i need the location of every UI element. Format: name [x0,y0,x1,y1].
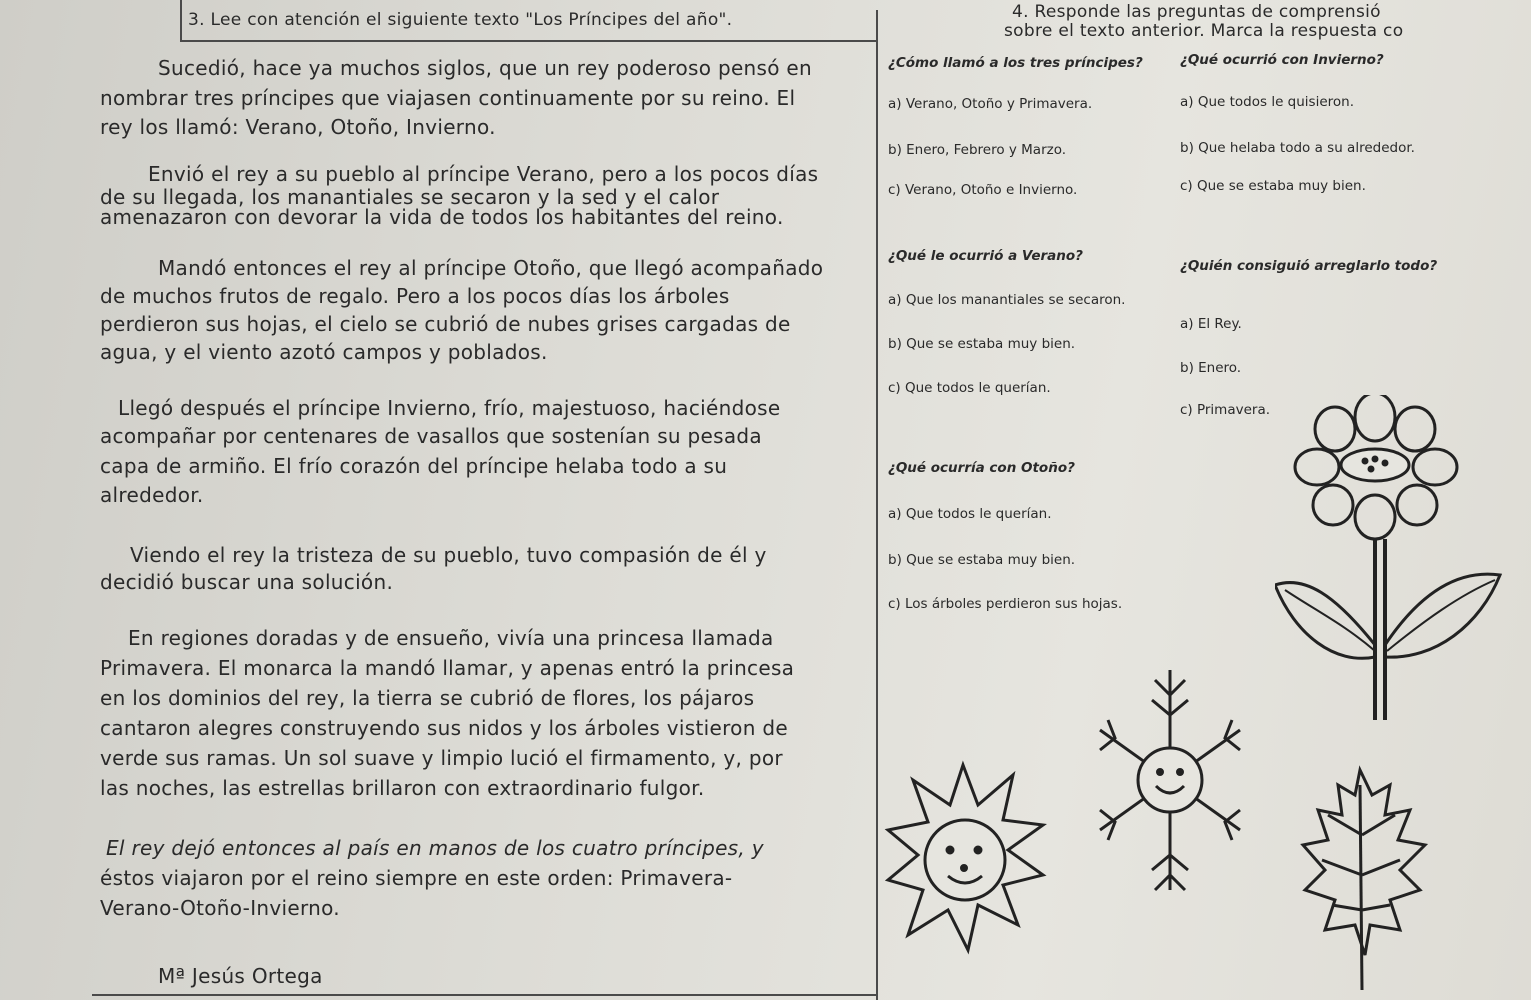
q3-option-a[interactable]: a) Que los manantiales se secaron. [888,292,1126,308]
story-line-16: decidió buscar una solución. [100,570,394,594]
q2-option-c[interactable]: c) Que se estaba muy bien. [1180,178,1366,194]
story-line-1: Sucedió, hace ya muchos siglos, que un rey poderoso pensó en [158,56,813,80]
story-line-3: rey los llamó: Verano, Otoño, Invierno. [100,115,496,139]
sun-drawing-icon [878,750,1053,1000]
story-line-19: en los dominios del rey, la tierra se cubrió de flores, los pájaros [100,686,755,710]
story-line-10: agua, y el viento azotó campos y poblados. [100,340,548,364]
q2-option-a[interactable]: a) Que todos le quisieron. [1180,94,1354,110]
exercise-4-title-line-2: sobre el texto anterior. Marca la respuesta co [1004,21,1404,41]
story-line-22: las noches, las estrellas brillaron con extraordinario fulgor. [100,776,705,800]
q4-option-a[interactable]: a) El Rey. [1180,316,1242,332]
story-line-17: En regiones doradas y de ensueño, vivía una princesa llamada [128,626,774,650]
bottom-border [92,994,878,996]
q2-option-b[interactable]: b) Que helaba todo a su alrededor. [1180,140,1415,156]
story-line-23: El rey dejó entonces al país en manos de los cuatro príncipes, y [106,836,764,860]
story-line-11: Llegó después el príncipe Invierno, frío, majestuoso, haciéndose [118,396,781,420]
story-line-14: alrededor. [100,483,204,507]
story-line-7: Mandó entonces el rey al príncipe Otoño, que llegó acompañado [158,256,824,280]
q5-option-c[interactable]: c) Los árboles perdieron sus hojas. [888,596,1123,612]
story-line-24: éstos viajaron por el reino siempre en este orden: Primavera- [100,866,733,890]
q1-option-b[interactable]: b) Enero, Febrero y Marzo. [888,142,1067,158]
title-underline [180,40,878,42]
snowflake-drawing-icon [1080,660,1260,910]
story-line-15: Viendo el rey la tristeza de su pueblo, tuvo compasión de él y [130,543,767,567]
question-5: ¿Qué ocurría con Otoño? [888,460,1075,476]
question-3: ¿Qué le ocurrió a Verano? [888,248,1083,264]
q1-option-c[interactable]: c) Verano, Otoño e Invierno. [888,182,1078,198]
q4-option-c[interactable]: c) Primavera. [1180,402,1271,418]
story-line-2: nombrar tres príncipes que viajasen continuamente por su reino. El [100,86,796,110]
story-line-18: Primavera. El monarca la mandó llamar, y apenas entró la princesa [100,656,795,680]
exercise-3-title: 3. Lee con atención el siguiente texto "Los Príncipes del año". [188,10,733,30]
question-4: ¿Quién consiguió arreglarlo todo? [1180,258,1438,274]
story-line-25: Verano-Otoño-Invierno. [100,896,340,920]
story-line-13: capa de armiño. El frío corazón del príncipe helaba todo a su [100,454,728,478]
story-line-4: Envió el rey a su pueblo al príncipe Verano, pero a los pocos días [148,162,819,186]
q3-option-b[interactable]: b) Que se estaba muy bien. [888,336,1076,352]
q1-option-a[interactable]: a) Verano, Otoño y Primavera. [888,96,1093,112]
title-box-border [180,0,182,42]
q5-option-b[interactable]: b) Que se estaba muy bien. [888,552,1076,568]
story-line-20: cantaron alegres construyendo sus nidos y los árboles vistieron de [100,716,788,740]
question-1: ¿Cómo llamó a los tres príncipes? [888,55,1143,71]
flower-drawing-icon [1275,395,1515,725]
story-line-5: de su llegada, los manantiales se secaron y la sed y el calor [100,185,720,209]
story-line-12: acompañar por centenares de vasallos que sostenían su pesada [100,424,762,448]
exercise-4-title-line-1: 4. Responde las preguntas de comprensió [1012,2,1381,22]
q3-option-c[interactable]: c) Que todos le querían. [888,380,1051,396]
story-line-21: verde sus ramas. Un sol suave y limpio lució el firmamento, y, por [100,746,783,770]
story-line-6: amenazaron con devorar la vida de todos los habitantes del reino. [100,205,784,229]
author-name: Mª Jesús Ortega [158,964,323,988]
story-line-9: perdieron sus hojas, el cielo se cubrió de nubes grises cargadas de [100,312,791,336]
leaf-drawing-icon [1300,765,1430,995]
q5-option-a[interactable]: a) Que todos le querían. [888,506,1052,522]
q4-option-b[interactable]: b) Enero. [1180,360,1242,376]
question-2: ¿Qué ocurrió con Invierno? [1180,52,1384,68]
story-line-8: de muchos frutos de regalo. Pero a los pocos días los árboles [100,284,730,308]
